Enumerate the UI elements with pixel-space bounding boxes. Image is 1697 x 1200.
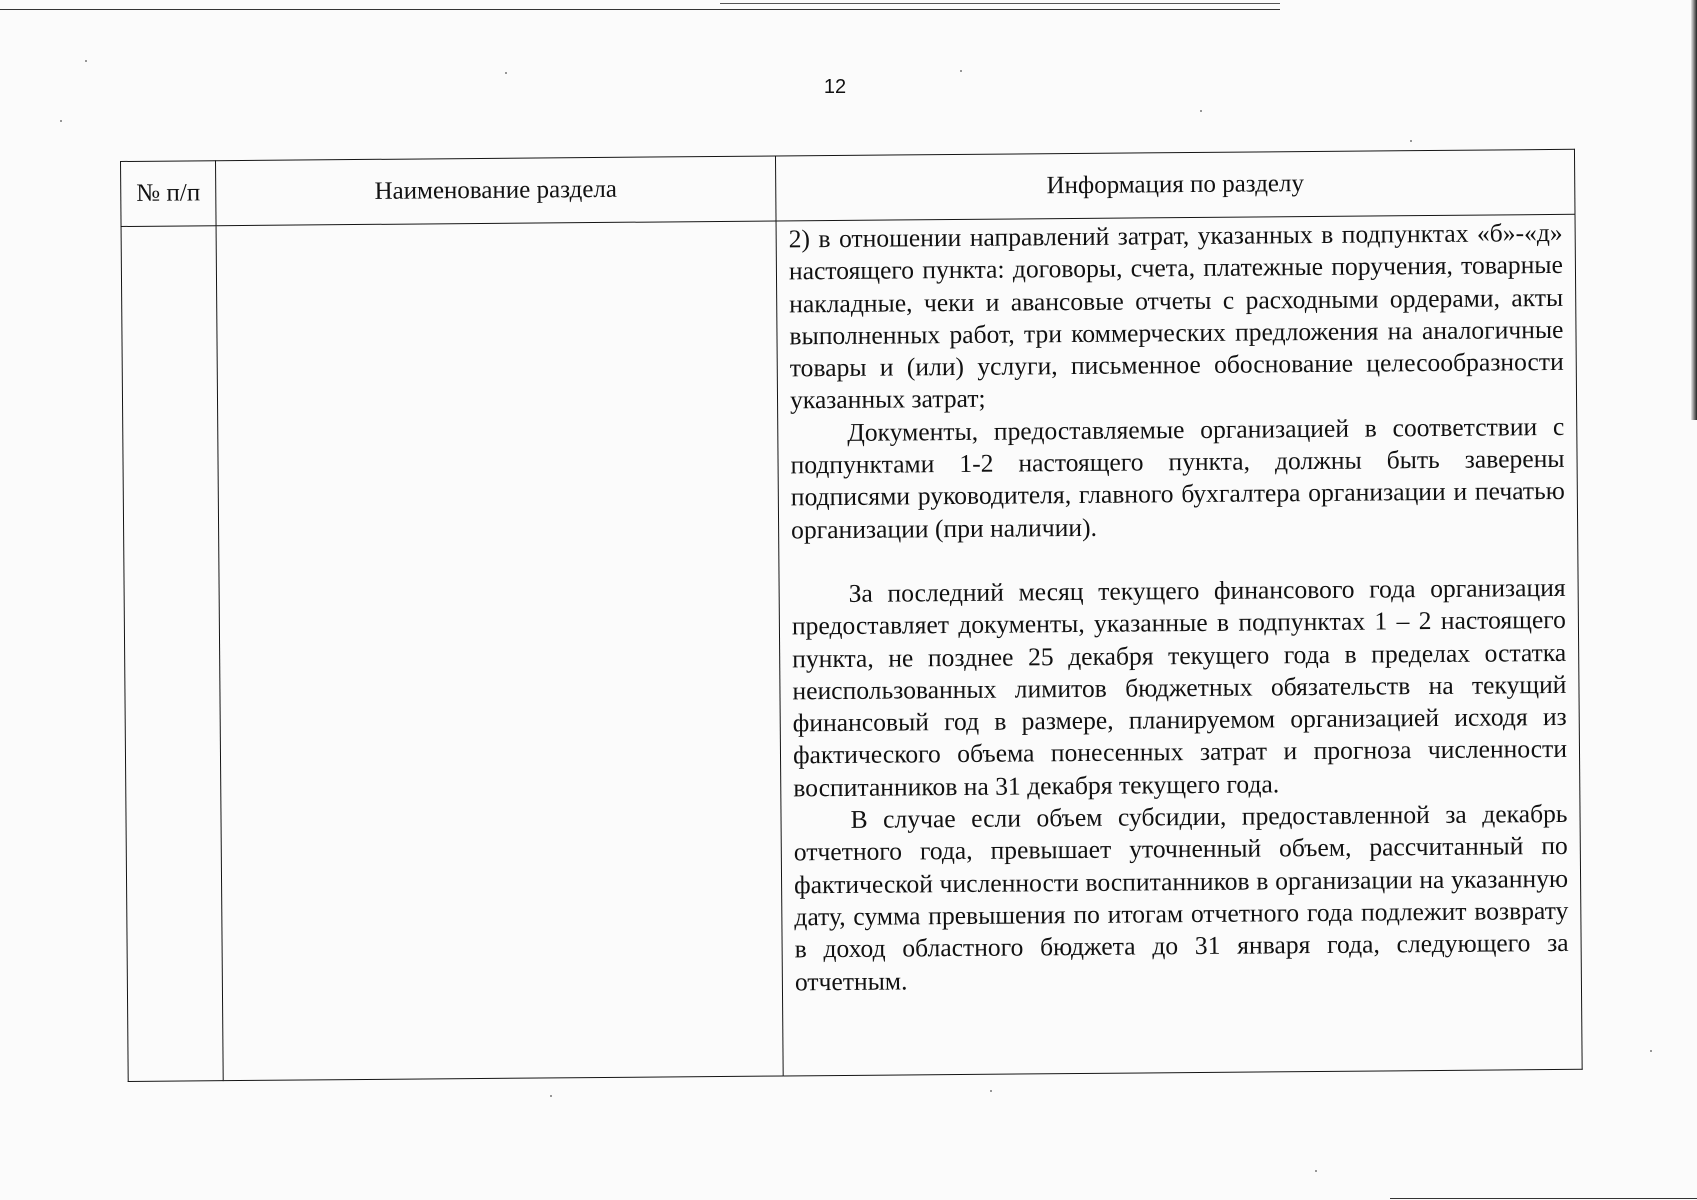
info-paragraph-4: В случае если объем субсидии, предоставленной за декабрь отчетного года, превышает уточненный объем, рассчитанный по фактической численности воспитанников в организации на указанную дату, сумма превышения по итогам отчетного года подлежит возврату в доход областного бюджета до 31 января года, следующего за отчетным.	[793, 798, 1569, 996]
header-section-name: Наименование раздела	[216, 156, 777, 226]
scan-speck	[990, 1090, 992, 1092]
info-paragraph-1: 2) в отношении направлений затрат, указанных в подпунктах «б»-«д» настоящего пункта: договоры, счета, платежные поручения, товарные накладные, чеки и авансовые отчеты с расходными ордерами, акты выполненных работ, три коммерческих предложения на аналогичные товары и (или) услуги, письменное обоснование целесообразности указанных затрат;	[788, 217, 1564, 415]
document-table	[120, 149, 1583, 1082]
section-table	[120, 149, 1583, 1082]
header-number: № п/п	[121, 161, 217, 227]
scan-speck	[505, 72, 507, 74]
cell-section-info	[776, 214, 1582, 1076]
scan-speck	[1200, 110, 1202, 112]
scan-speck	[60, 120, 62, 122]
table-header-row	[121, 149, 1575, 226]
header-section-info: Информация по разделу	[775, 149, 1575, 221]
table-row	[121, 214, 1582, 1081]
info-paragraph-3: За последний месяц текущего финансового года организация предоставляет документы, указанные в подпунктах 1 – 2 настоящего пункта, не позднее 25 декабря текущего года в пределах остатка неиспользованных лимитов бюджетных обязательств на текущий финансовый год в размере, планируемом организацией исходя из фактического объема понесенных затрат и прогноза численности воспитанников на 31 декабря текущего года.	[791, 572, 1568, 803]
info-paragraph-2: Документы, предоставляемые организацией в соответствии с подпунктами 1-2 настоящего пункта, должны быть заверены подписями руководителя, главного бухгалтера организации и печатью организации (при наличии).	[790, 411, 1565, 545]
page-number: 12	[823, 76, 847, 98]
cell-number	[121, 226, 223, 1082]
cell-section-name	[216, 221, 783, 1081]
scan-bottom-rule	[1390, 1198, 1697, 1199]
scan-speck	[1315, 1170, 1317, 1172]
scan-speck	[85, 60, 87, 62]
scan-speck	[1650, 1050, 1652, 1052]
scan-speck	[960, 70, 962, 72]
scan-speck	[1410, 140, 1412, 142]
scan-speck	[550, 1095, 552, 1097]
scan-right-edge	[1691, 0, 1697, 420]
scan-top-rule	[0, 9, 1280, 10]
scan-top-rule-secondary	[720, 3, 1280, 4]
